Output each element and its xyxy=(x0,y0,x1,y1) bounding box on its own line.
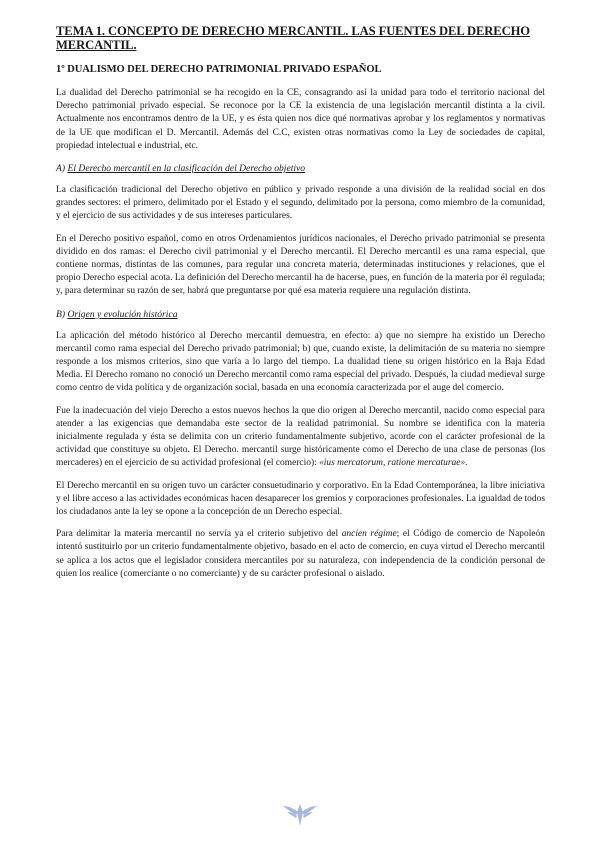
subsection-a-prefix: A) xyxy=(56,163,68,175)
paragraph-4-start: Para delimitar la materia mercantil no servía ya el criterio subjetivo del xyxy=(56,529,342,540)
section-heading: 1º DUALISMO DEL DERECHO PATRIMONIAL PRIVADO ESPAÑOL xyxy=(56,64,382,75)
paragraph-4-rest: ; el Código de comercio de Napoleón intentó sustituirlo por un criterio fundamentalmente objetivo, basado en el acto de comercio, en cuya virtud el Derecho mercantil se aplica a los actos que el legislador considera mercantiles por su naturaleza, con independencia de la condición personal de quien los realice (comerciante o no comerciante) y de su carácter profesional o aislado. xyxy=(56,529,545,579)
latin-quote: «ius mercatorum, ratione mercaturae» xyxy=(319,458,466,469)
ancien-regime-term: ancien régime xyxy=(341,529,397,540)
subsection-b-paragraph-1: La aplicación del método histórico al Derecho mercantil demuestra, en efecto: a) que no siempre ha existido un Derecho mercantil como rama especial del Derecho privado patrimonial; b) que, cuando existe, la delimitación de su materia no siempre responde a los mismos criterios, sino que varía a lo largo del tiempo. La dualidad tiene su origen histórico en la Baja Edad Media. El Derecho romano no conoció un Derecho mercantil como rama especial del privado. Después, la ciudad medieval surge como centro de vida política y de organización social, basada en una economía caracterizada por el auge del comercio. xyxy=(56,330,545,394)
subsection-a-heading xyxy=(56,162,545,175)
intro-paragraph: La dualidad del Derecho patrimonial se ha recogido en la CE, consagrando así la unidad para todo el territorio nacional del Derecho patrimonial privado especial. Se reconoce por la CE la existencia de una legislación mercantil distinta a la civil. Actualmente nos encontramos dentro de la UE, y es ésta quien nos dice qué normativas aprobar y los reglamentos y normativas de la UE que modifican el D. Mercantil. Además del C.C, existen otras normativas como la Ley de sociedades de capital, propiedad intelectual e industrial, etc. xyxy=(56,88,545,151)
paragraph-2-end: . xyxy=(465,458,468,469)
subsection-b-paragraph-2 xyxy=(56,405,545,471)
subsection-b-paragraph-3: El Derecho mercantil en su origen tuvo un carácter consuetudinario y corporativo. En la Edad Contemporánea, la libre iniciativa y el libre acceso a las actividades económicas hacen desaparecer los gremios y corporaciones profesionales. La igualdad de todos los ciudadanos ante la ley se opone a la concepción de un Derecho especial. xyxy=(56,480,545,518)
subsection-a-paragraph-2: En el Derecho positivo español, como en otros Ordenamientos jurídicos nacionales, el Derecho privado patrimonial se presenta dividido en dos ramas: el Derecho civil patrimonial y el Derecho mercantil. El Derecho mercantil es una rama especial, que contiene normas, distintas de las comunes, para regular una concreta materia, determinadas instituciones y relaciones, que el propio Derecho especial acota. La definición del Derecho mercantil ha de hacerse, pues, en función de la materia por él regulada; y, para determinar su razón de ser, habrá que preguntarse por qué esa materia requiere una regulación distinta. xyxy=(56,233,545,297)
subsection-b-heading xyxy=(56,308,545,321)
paragraph-2-main-text: Fue la inadecuación del viejo Derecho a estos nuevos hechos la que dio origen al Derecho mercantil, nacido como especial para atender a las exigencias que demandaba este sector de la realidad patrimonial. Su nombre se identifica con la materia inicialmente regulada y ésta se delimita con un criterio fundamentalmente subjetivo, acorde con el carácter profesional de la actividad que constituye su objeto. El Derecho. mercantil surge históricamente como el Derecho de una clase de personas (los mercaderes) en el ejercicio de su actividad profesional (el comercio): xyxy=(56,405,545,469)
subsection-b-prefix: B) xyxy=(56,308,68,320)
subsection-a-title: El Derecho mercantil en la clasificación del Derecho objetivo xyxy=(67,163,306,175)
subsection-a-paragraph-1: La clasificación tradicional del Derecho objetivo en público y privado responde a una división de la realidad social en dos grandes sectores: el primero, delimitado por el Estado y el segundo, delimitado por la persona, como miembro de la comunidad, y el ejercicio de sus actividades y de sus intereses particulares. xyxy=(56,185,545,222)
document-page xyxy=(56,24,545,590)
document-title: TEMA 1. CONCEPTO DE DERECHO MERCANTIL. LAS FUENTES DEL DERECHO MERCANTIL. xyxy=(56,24,530,52)
logo-svg xyxy=(281,800,319,828)
wuolah-wing-logo-icon xyxy=(281,800,319,828)
logo-center-feather xyxy=(297,804,303,826)
subsection-b-title: Origen y evolución histórica xyxy=(67,308,178,320)
subsection-b-paragraph-4 xyxy=(56,528,545,581)
